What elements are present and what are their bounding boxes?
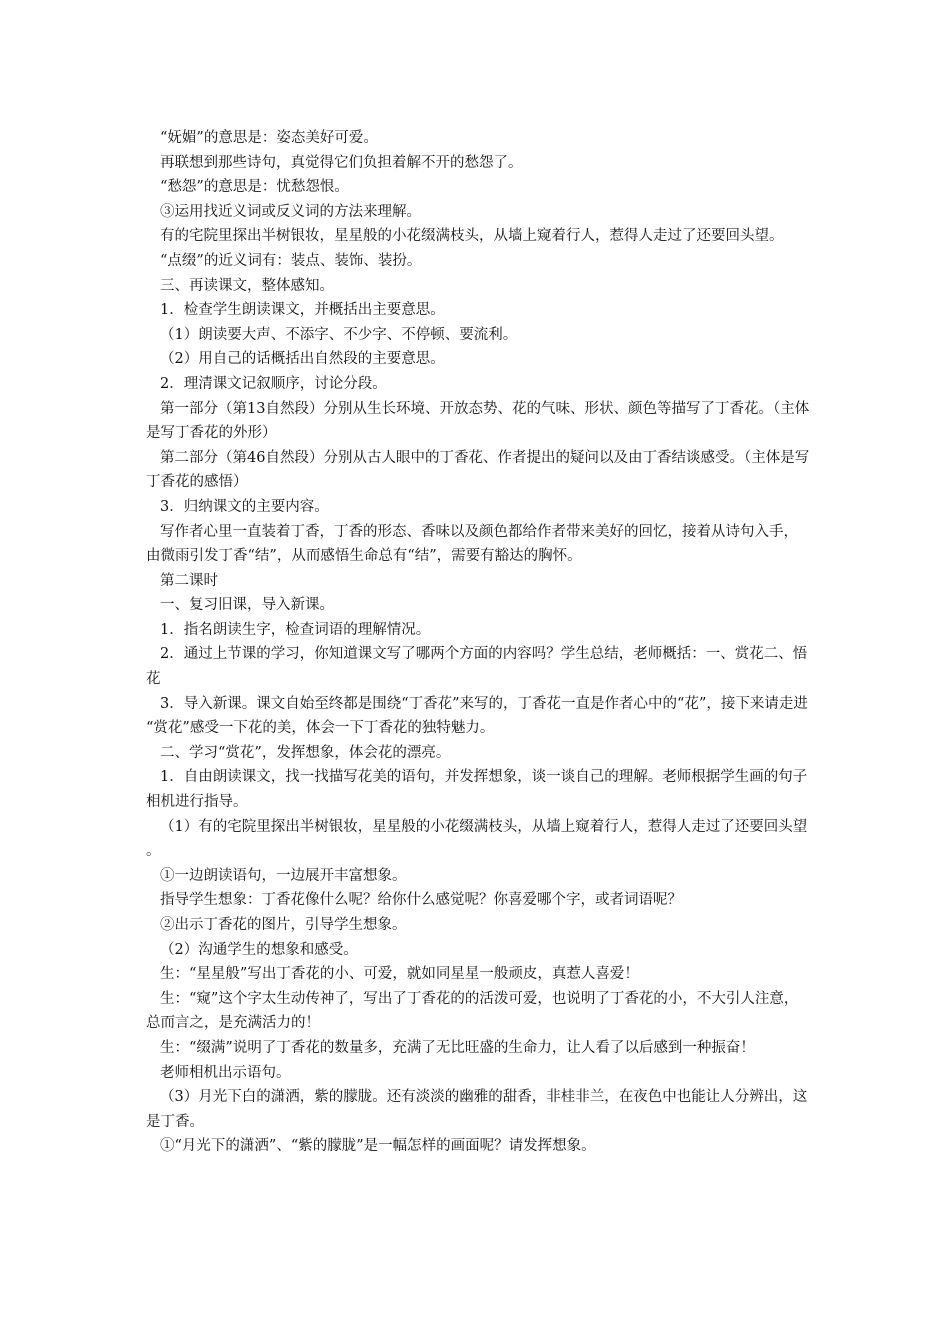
paragraph-33: ①“月光下的潇洒”、“紫的朦胧”是一幅怎样的画面呢？请发挥想象。 (160, 1138, 596, 1155)
paragraph-26: ②出示丁香花的图片，引导学生想象。 (160, 917, 407, 933)
paragraph-31: 老师相机出示语句。 (160, 1064, 291, 1081)
paragraph-30: 生：“缀满”说明了丁香花的数量多，充满了无比旺盛的生命力，让人看了以后感到一种振奋！ (160, 1039, 755, 1056)
paragraph-8: 1．检查学生朗读课文，并概括出主要意思。 (160, 302, 445, 319)
paragraph-1: “妩媚”的意思是：姿态美好可爱。 (160, 130, 378, 146)
section-heading-3: 三、再读课文，整体感知。 (160, 277, 334, 294)
paragraph-18: 1．指名朗读生字，检查词语的理解情况。 (160, 621, 431, 638)
paragraph-2: 再联想到那些诗句，真觉得它们负担着解不开的愁怨了。 (160, 154, 523, 171)
paragraph-3: “愁怨”的意思是：忧愁怨恨。 (160, 179, 349, 196)
paragraph-14: 3．归纳课文的主要内容。 (160, 498, 329, 515)
paragraph-6: “点缀”的近义词有：装点、装饰、装扮。 (160, 252, 422, 269)
paragraph-13: 第二部分（第46自然段）分别从古人眼中的丁香花、作者提出的疑问以及由丁香结谈感受。（主体是写丁香花的感悟） (146, 449, 810, 491)
paragraph-27: （2）沟通学生的想象和感受。 (160, 941, 358, 958)
paragraph-9: （1）朗读要大声、不添字、不少字、不停顿、要流利。 (160, 326, 518, 343)
paragraph-19: 2．通过上节课的学习，你知道课文写了哪两个方面的内容吗？学生总结，老师概括：一、赏花二、悟花 (146, 646, 808, 688)
paragraph-20: 3．导入新课。课文自始至终都是围绕“丁香花”来写的，丁香花一直是作者心中的“花”，接下来请走进“赏花”感受一下花的美，体会一下丁香花的独特魅力。 (146, 695, 808, 737)
paragraph-11: 2．理清课文记叙顺序，讨论分段。 (160, 375, 387, 392)
section-heading-1: 一、复习旧课，导入新课。 (160, 597, 334, 614)
paragraph-25: 指导学生想象：丁香花像什么呢？给你什么感觉呢？你喜爱哪个字，或者词语呢？ (160, 892, 682, 909)
paragraph-24: ①一边朗读语句，一边展开丰富想象。 (160, 867, 407, 884)
paragraph-22: 1．自由朗读课文，找一找描写花美的语句，并发挥想象，谈一谈自己的理解。老师根据学生画的句子相机进行指导。 (146, 769, 808, 811)
paragraph-5: 有的宅院里探出半树银妆，星星般的小花缀满枝头，从墙上窥着行人，惹得人走过了还要回头望。 (160, 228, 784, 245)
paragraph-28: 生：“星星般”写出丁香花的小、可爱，就如同星星一般顽皮，真惹人喜爱！ (160, 966, 639, 983)
paragraph-12: 第一部分（第13自然段）分别从生长环境、开放态势、花的气味、形状、颜色等描写了丁香花。（主体是写丁香花的外形） (146, 400, 810, 442)
paragraph-15: 写作者心里一直装着丁香，丁香的形态、香味以及颜色都给作者带来美好的回忆，接着从诗句入手，由微雨引发丁香“结”，从而感悟生命总有“结”，需要有豁达的胸怀。 (146, 523, 798, 565)
paragraph-4: ③运用找近义词或反义词的方法来理解。 (160, 203, 421, 220)
document-body (146, 126, 810, 1159)
paragraph-32: （3）月光下白的潇洒，紫的朦胧。还有淡淡的幽雅的甜香，非桂非兰，在夜色中也能让人分辨出，这是丁香。 (146, 1089, 808, 1130)
paragraph-23: （1）有的宅院里探出半树银妆，星星般的小花缀满枝头，从墙上窥着行人，惹得人走过了还要回头望。 (146, 818, 808, 860)
section-heading-2: 二、学习“赏花”，发挥想象，体会花的漂亮。 (160, 744, 451, 761)
paragraph-29: 生：“窥”这个字太生动传神了，写出了丁香花的的活泼可爱，也说明了丁香花的小，不大引人注意，总而言之，是充满活力的！ (146, 990, 799, 1032)
lesson-heading-2: 第二课时 (160, 572, 218, 589)
paragraph-10: （2）用自己的话概括出自然段的主要意思。 (160, 351, 445, 368)
